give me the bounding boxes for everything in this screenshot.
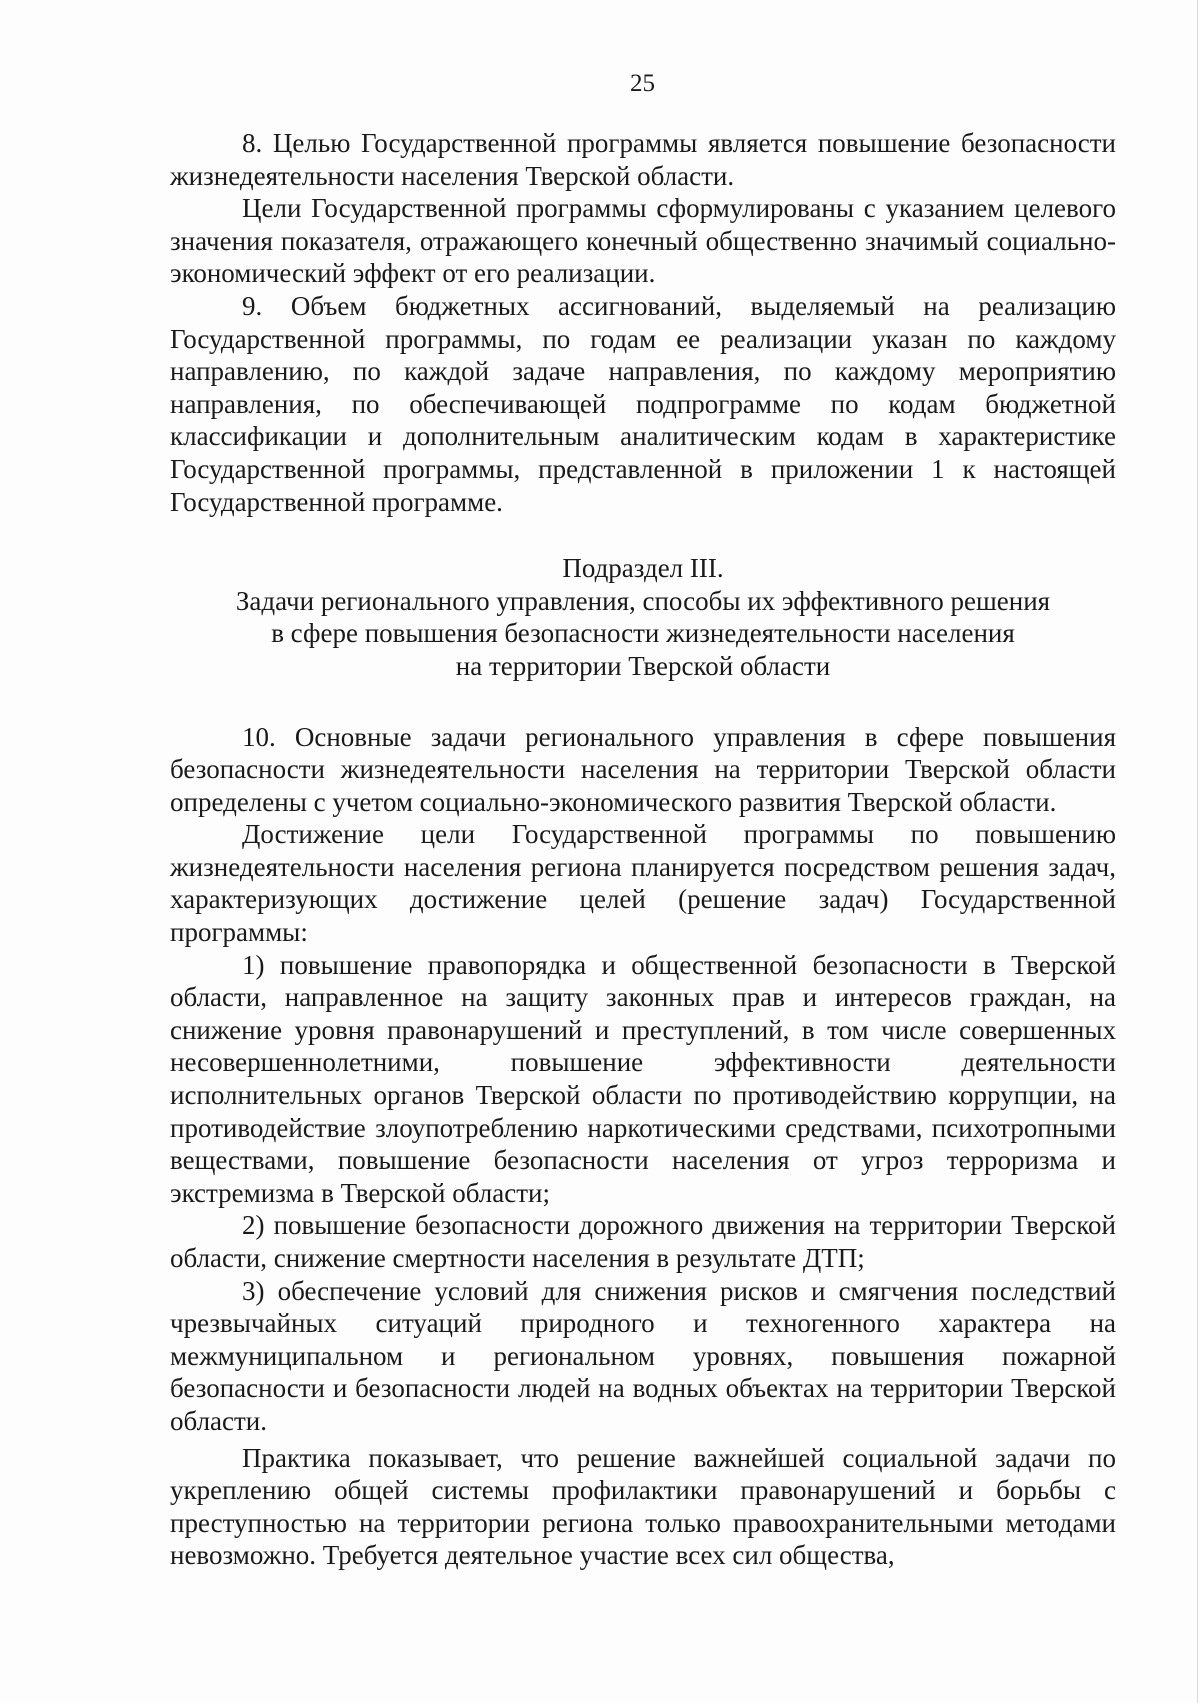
list-item-2: 2) повышение безопасности дорожного движения на территории Тверской области, снижение смертности населения в результате ДТП; <box>170 1210 1116 1273</box>
section-heading-line-3: в сфере повышения безопасности жизнедеятельности населения <box>271 618 1015 649</box>
paragraph-practice: Практика показывает, что решение важнейшей социальной задачи по укреплению общей системы профилактики правонарушений и борьбы с преступностью на территории региона только правоохранительными методами невозможно. Требуется деятельное участие всех сил общества, <box>170 1442 1116 1571</box>
paragraph-goal-achievement: Достижение цели Государственной программы по повышению жизнедеятельности населения региона планируется посредством решения задач, характеризующих достижение целей (решение задач) Государственной программы: <box>170 819 1116 948</box>
section-heading-line-1: Подраздел III. <box>562 553 724 584</box>
list-item-3: 3) обеспечение условий для снижения рисков и смягчения последствий чрезвычайных ситуаций природного и техногенного характера на межмуниципальном и региональном уровнях, повышения пожарной безопасности и безопасности людей на водных объектах на территории Тверской области. <box>170 1275 1116 1436</box>
scan-edge-line <box>1197 0 1198 1703</box>
paragraph-8-goal: 8. Целью Государственной программы является повышение безопасности жизнедеятельности населения Тверской области. <box>170 128 1116 191</box>
section-heading <box>170 552 1116 682</box>
paragraph-10-tasks: 10. Основные задачи регионального управления в сфере повышения безопасности жизнедеятельности населения на территории Тверской области определены с учетом социально-экономического развития Тверской области. <box>170 721 1116 817</box>
document-body <box>170 127 1116 1572</box>
paragraph-goals-description: Цели Государственной программы сформулированы с указанием целевого значения показателя, отражающего конечный общественно значимый социально-экономический эффект от его реализации. <box>170 193 1116 289</box>
section-heading-line-4: на территории Тверской области <box>455 650 831 681</box>
section-heading-line-2: Задачи регионального управления, способы их эффективного решения <box>235 585 1051 616</box>
page-number: 25 <box>630 70 655 97</box>
list-item-1: 1) повышение правопорядка и общественной безопасности в Тверской области, направленное на защиту законных прав и интересов граждан, на снижение уровня правонарушений и преступлений, в том числе совершенных несовершеннолетними, повышение эффективности деятельности исполнительных органов Тверской области по противодействию коррупции, на противодействие злоупотреблению наркотическими средствами, психотропными веществами, повышение безопасности населения от угроз терроризма и экстремизма в Тверской области; <box>170 949 1116 1208</box>
paragraph-9-budget: 9. Объем бюджетных ассигнований, выделяемый на реализацию Государственной программы, по годам ее реализации указан по каждому направлению, по каждой задаче направления, по каждому мероприятию направления, по обеспечивающей подпрограмме по кодам бюджетной классификации и дополнительным аналитическим кодам в характеристике Государственной программы, представленной в приложении 1 к настоящей Государственной программе. <box>170 290 1116 517</box>
